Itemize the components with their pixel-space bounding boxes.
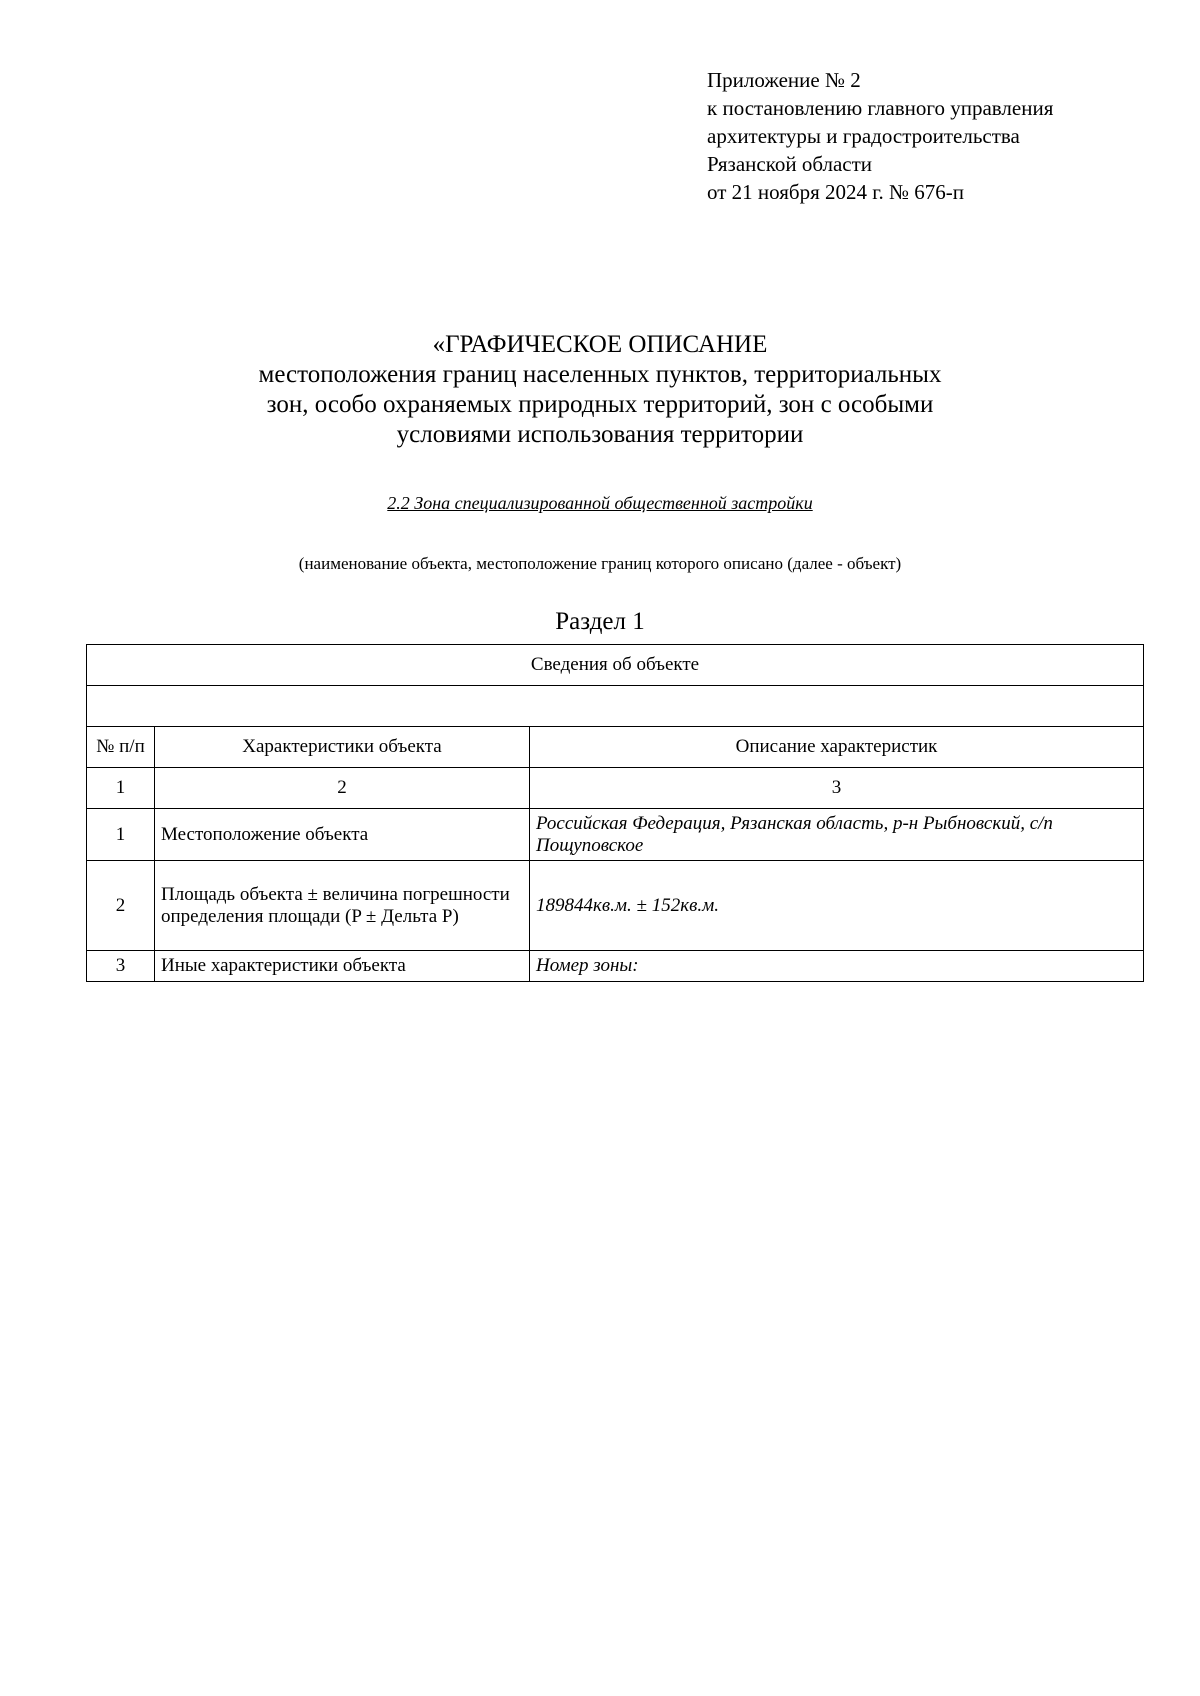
row-number: 3 [87,951,155,982]
section-label: Раздел 1 [555,608,645,635]
column-number: 2 [155,768,530,809]
object-caption: (наименование объекта, местоположение границ которого описано (далее - объект) [298,554,902,573]
appendix-line: от 21 ноября 2024 г. № 676-п [707,180,965,204]
appendix-line: Приложение № 2 [707,68,861,92]
header-number: № п/п [87,727,155,768]
appendix-header [707,66,1053,206]
row-number: 2 [87,861,155,951]
title-line: «ГРАФИЧЕСКОЕ ОПИСАНИЕ [432,331,768,358]
header-characteristic: Характеристики объекта [155,727,530,768]
column-number: 1 [87,768,155,809]
column-number: 3 [530,768,1144,809]
object-info-table [86,644,1144,982]
object-name: 2.2 Зона специализированной общественной застройки [387,493,813,513]
table-heading: Сведения об объекте [87,645,1144,686]
table-header-row [87,727,1144,768]
row-characteristic: Иные характеристики объекта [155,951,530,982]
appendix-line: к постановлению главного управления [707,96,1054,120]
row-description: Российская Федерация, Рязанская область, р-н Рыбновский, с/п Пощуповское [530,809,1144,861]
row-characteristic: Местоположение объекта [155,809,530,861]
document-title [0,330,1200,450]
title-line: местоположения границ населенных пунктов, территориальных [258,361,942,388]
row-characteristic: Площадь объекта ± величина погрешности определения площади (P ± Дельта P) [155,861,530,951]
table-heading-row [87,645,1144,686]
row-description: 189844кв.м. ± 152кв.м. [530,861,1144,951]
appendix-line: архитектуры и градостроительства [707,124,1020,148]
table-row [87,809,1144,861]
appendix-line: Рязанской области [707,152,873,176]
table-column-numbers-row [87,768,1144,809]
table-empty-cell [87,686,1144,727]
title-line: условиями использования территории [396,421,804,448]
title-line: зон, особо охраняемых природных территорий, зон с особыми [266,391,934,418]
table-row [87,861,1144,951]
header-description: Описание характеристик [530,727,1144,768]
table-empty-row [87,686,1144,727]
row-description: Номер зоны: [530,951,1144,982]
row-number: 1 [87,809,155,861]
table-row [87,951,1144,982]
